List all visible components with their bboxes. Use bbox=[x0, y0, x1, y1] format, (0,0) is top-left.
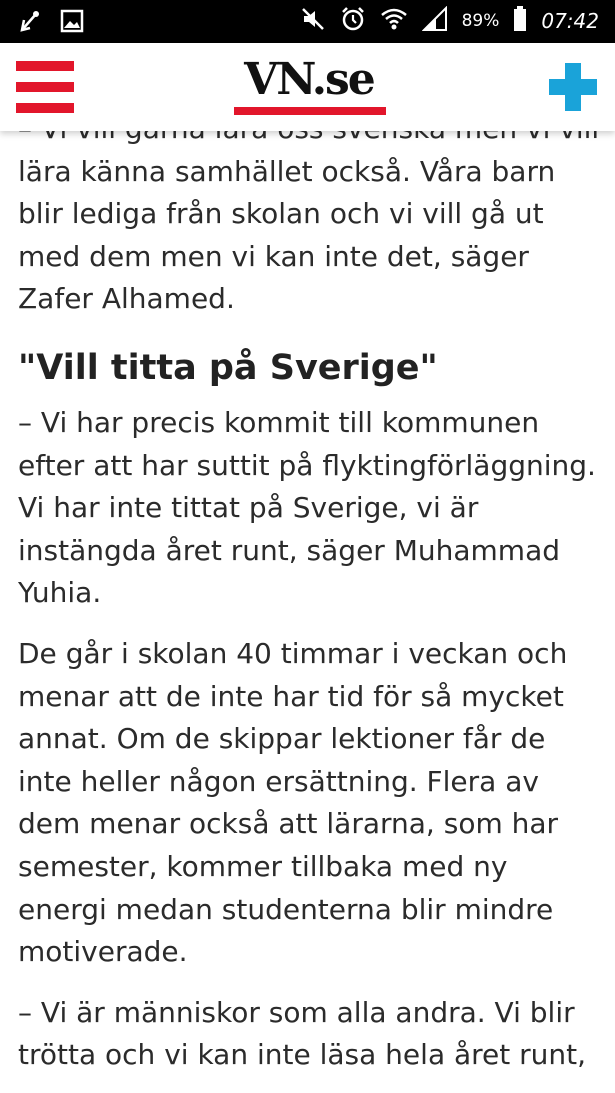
usb-icon bbox=[18, 8, 42, 38]
battery-percent: 89% bbox=[461, 11, 500, 31]
battery-icon bbox=[513, 6, 527, 36]
article-paragraph: – Vi är människor som alla andra. Vi blir trötta och vi kan inte läsa hela året runt, bbox=[18, 995, 587, 1072]
article-paragraph: – Vi har precis kommit till kommunen efter att har suttit på flyktingförläggning. Vi har inte tittat på Sverige, vi är instängda året runt, säger Muhammad Yuhia. bbox=[18, 405, 596, 610]
article-body bbox=[18, 108, 603, 1077]
image-icon bbox=[60, 9, 84, 37]
logo-underline bbox=[234, 107, 386, 115]
app-header bbox=[0, 43, 615, 131]
menu-icon[interactable] bbox=[16, 61, 74, 113]
site-logo[interactable] bbox=[232, 53, 386, 115]
plus-icon[interactable] bbox=[547, 61, 599, 113]
signal-icon bbox=[422, 6, 448, 36]
article-paragraph: lära känna samhället också. Våra barn blir lediga från skolan och vi vill gå ut med dem men vi kan inte det, säger Zafer Alhamed. bbox=[18, 154, 556, 316]
alarm-icon bbox=[340, 6, 366, 36]
article-subheading: "Vill titta på Sverige" bbox=[18, 347, 438, 388]
status-bar bbox=[0, 0, 615, 43]
mute-icon bbox=[300, 6, 326, 36]
article-paragraph: De går i skolan 40 timmar i veckan och menar att de inte har tid för så mycket annat. Om de skippar lektioner får de inte heller någon ersättning. Flera av dem menar också att lärarna, som har semester, kommer tillbaka med ny energi medan studenterna blir mindre motiverade. bbox=[18, 636, 568, 969]
wifi-icon bbox=[380, 6, 408, 36]
clock: 07:42 bbox=[541, 9, 599, 33]
logo-text: VN.se bbox=[244, 54, 374, 105]
